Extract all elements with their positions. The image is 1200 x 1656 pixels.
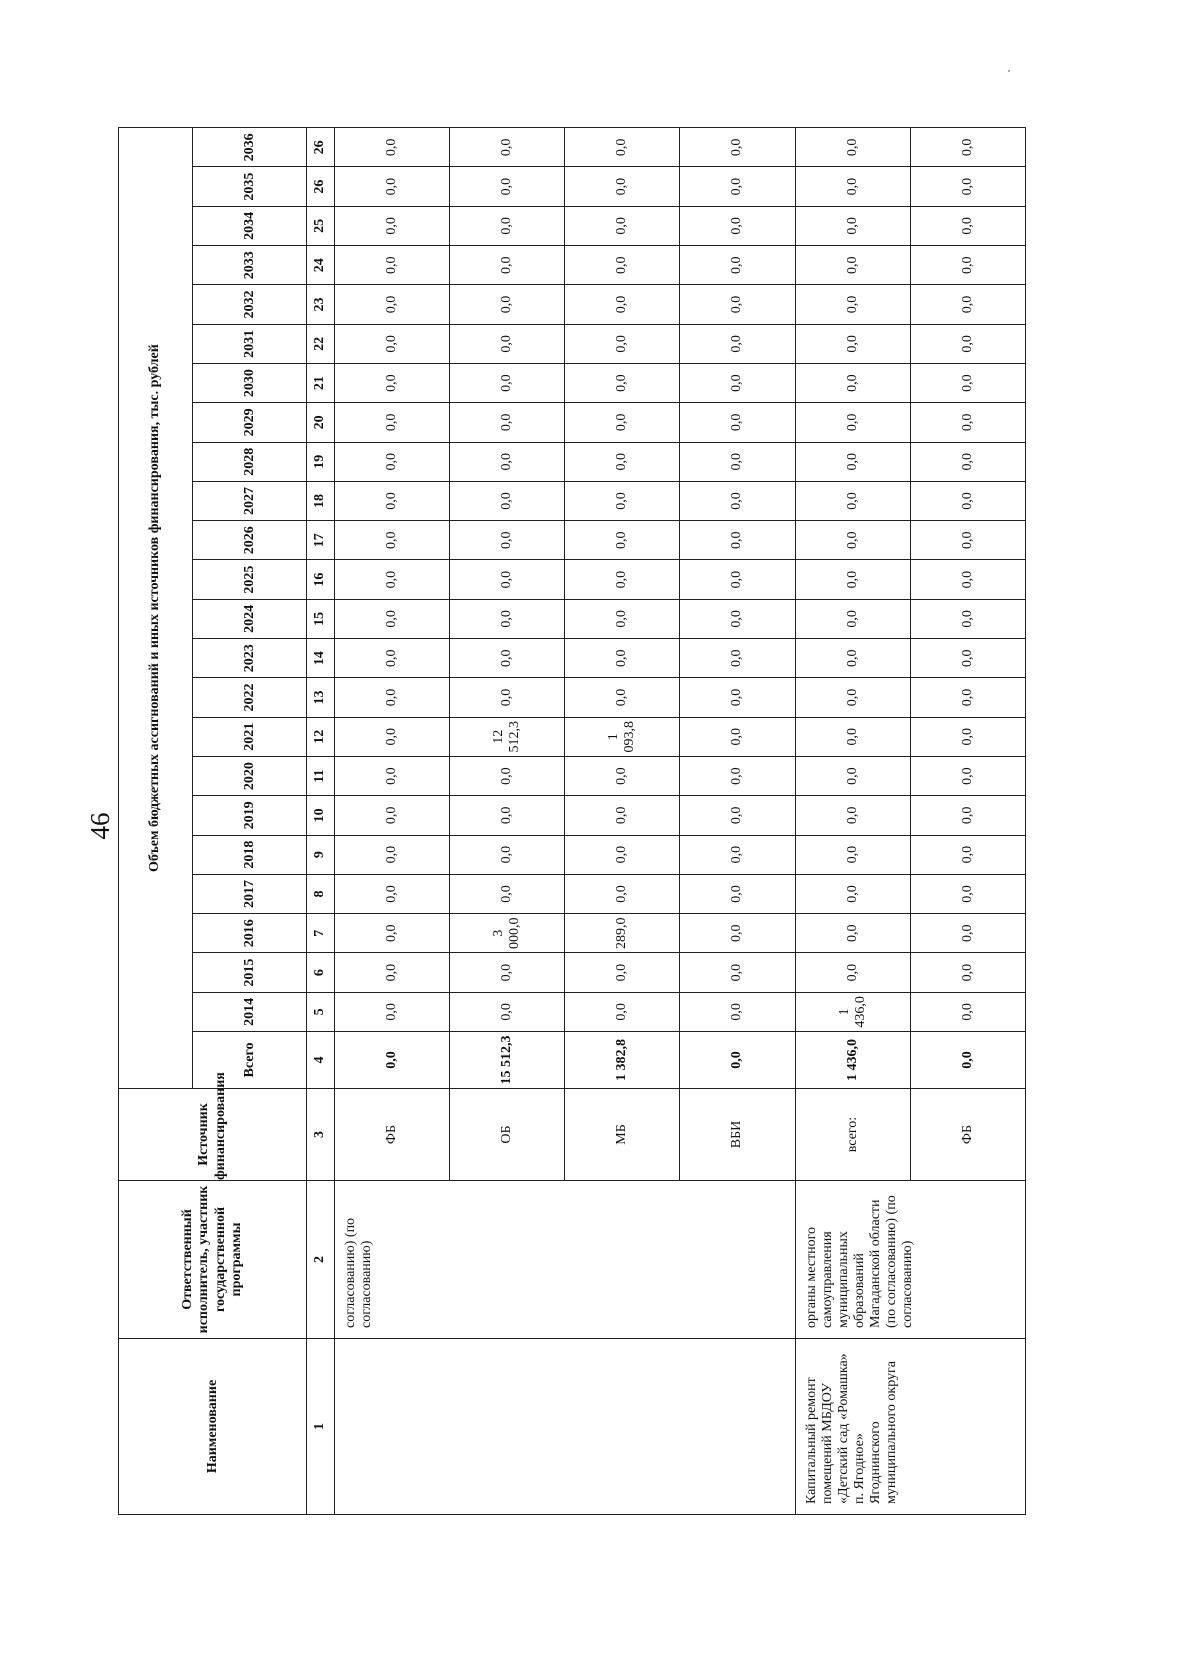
row-year-value: 0,0 <box>910 324 1025 363</box>
row-year-value: 0,0 <box>565 403 680 442</box>
row-year-value: 0,0 <box>910 442 1025 481</box>
row-total: 0,0 <box>910 1032 1025 1089</box>
row-year-value: 0,0 <box>910 363 1025 402</box>
row-year-value: 0,0 <box>795 285 910 324</box>
row-year-value: 3 000,0 <box>449 914 564 953</box>
row-year-value: 0,0 <box>795 953 910 992</box>
row-year-value: 0,0 <box>910 521 1025 560</box>
header-year: 2034 <box>192 206 306 245</box>
row-responsible: органы местного самоуправления муниципальных образований Магаданской области (по согласованию) (по согласованию) <box>795 1181 1026 1339</box>
row-year-value: 0,0 <box>449 639 564 678</box>
row-year-value: 0,0 <box>795 756 910 795</box>
column-number: 1 <box>307 1339 334 1515</box>
budget-table <box>118 127 1026 1515</box>
row-year-value: 0,0 <box>449 521 564 560</box>
row-year-value: 0,0 <box>334 128 449 167</box>
header-year: 2026 <box>192 521 306 560</box>
row-year-value: 0,0 <box>795 167 910 206</box>
row-name <box>334 1339 795 1515</box>
row-year-value: 0,0 <box>334 639 449 678</box>
row-year-value: 0,0 <box>565 128 680 167</box>
header-year: 2015 <box>192 953 306 992</box>
row-year-value: 0,0 <box>449 796 564 835</box>
row-year-value: 0,0 <box>795 403 910 442</box>
column-number: 16 <box>307 560 334 599</box>
header-year: 2017 <box>192 874 306 913</box>
data-row <box>334 128 449 1515</box>
row-year-value: 0,0 <box>565 442 680 481</box>
row-year-value: 0,0 <box>565 481 680 520</box>
row-year-value: 0,0 <box>910 206 1025 245</box>
row-year-value: 0,0 <box>795 796 910 835</box>
row-year-value: 0,0 <box>795 481 910 520</box>
row-year-value: 0,0 <box>795 874 910 913</box>
row-year-value: 0,0 <box>334 560 449 599</box>
row-year-value: 0,0 <box>910 756 1025 795</box>
row-year-value: 0,0 <box>910 835 1025 874</box>
row-year-value: 0,0 <box>565 835 680 874</box>
page-number: 46 <box>85 812 115 840</box>
row-year-value: 0,0 <box>795 442 910 481</box>
column-number: 15 <box>307 599 334 638</box>
row-year-value: 0,0 <box>565 521 680 560</box>
row-year-value: 0,0 <box>910 285 1025 324</box>
row-year-value: 0,0 <box>680 560 795 599</box>
column-number: 13 <box>307 678 334 717</box>
column-number: 7 <box>307 914 334 953</box>
row-source: ВБИ <box>680 1089 795 1181</box>
row-year-value: 12 512,3 <box>449 717 564 756</box>
row-year-value: 0,0 <box>910 481 1025 520</box>
row-year-value: 0,0 <box>795 717 910 756</box>
column-number: 14 <box>307 639 334 678</box>
row-year-value: 0,0 <box>795 521 910 560</box>
row-year-value: 0,0 <box>910 914 1025 953</box>
header-volume: Объем бюджетных ассигнований и иных источников финансирования, тыс. рублей <box>119 128 193 1089</box>
column-number: 20 <box>307 403 334 442</box>
row-source: ОБ <box>449 1089 564 1181</box>
row-year-value: 0,0 <box>334 167 449 206</box>
row-year-value: 0,0 <box>795 914 910 953</box>
row-total: 0,0 <box>334 1032 449 1089</box>
row-year-value: 0,0 <box>334 442 449 481</box>
column-number: 5 <box>307 992 334 1031</box>
header-year: 2020 <box>192 756 306 795</box>
row-year-value: 0,0 <box>565 678 680 717</box>
row-year-value: 0,0 <box>910 874 1025 913</box>
row-total: 0,0 <box>680 1032 795 1089</box>
column-number: 10 <box>307 796 334 835</box>
row-year-value: 0,0 <box>449 206 564 245</box>
row-year-value: 0,0 <box>334 678 449 717</box>
row-year-value: 0,0 <box>795 324 910 363</box>
row-total: 15 512,3 <box>449 1032 564 1089</box>
row-year-value: 0,0 <box>334 363 449 402</box>
row-year-value: 0,0 <box>680 756 795 795</box>
row-year-value: 0,0 <box>449 246 564 285</box>
row-year-value: 0,0 <box>334 285 449 324</box>
column-number: 18 <box>307 481 334 520</box>
header-year: 2019 <box>192 796 306 835</box>
row-year-value: 0,0 <box>910 560 1025 599</box>
column-number: 4 <box>307 1032 334 1089</box>
row-year-value: 0,0 <box>334 599 449 638</box>
row-year-value: 0,0 <box>680 324 795 363</box>
header-year: 2023 <box>192 639 306 678</box>
row-year-value: 0,0 <box>449 756 564 795</box>
header-row-1 <box>119 128 193 1515</box>
row-year-value: 0,0 <box>680 599 795 638</box>
row-year-value: 0,0 <box>449 403 564 442</box>
row-year-value: 0,0 <box>910 128 1025 167</box>
row-year-value: 0,0 <box>565 874 680 913</box>
column-number: 19 <box>307 442 334 481</box>
row-year-value: 0,0 <box>680 874 795 913</box>
row-year-value: 0,0 <box>565 560 680 599</box>
row-year-value: 0,0 <box>565 167 680 206</box>
row-year-value: 0,0 <box>334 246 449 285</box>
row-year-value: 0,0 <box>449 442 564 481</box>
row-year-value: 0,0 <box>449 324 564 363</box>
row-year-value: 0,0 <box>334 756 449 795</box>
header-year: 2030 <box>192 363 306 402</box>
row-year-value: 0,0 <box>680 363 795 402</box>
row-year-value: 0,0 <box>680 403 795 442</box>
row-year-value: 0,0 <box>680 481 795 520</box>
column-number: 26 <box>307 128 334 167</box>
row-year-value: 0,0 <box>334 992 449 1031</box>
row-year-value: 0,0 <box>680 678 795 717</box>
row-year-value: 0,0 <box>680 521 795 560</box>
column-number: 2 <box>307 1181 334 1339</box>
row-year-value: 0,0 <box>334 521 449 560</box>
row-year-value: 0,0 <box>680 717 795 756</box>
row-year-value: 0,0 <box>565 363 680 402</box>
row-year-value: 0,0 <box>910 953 1025 992</box>
row-year-value: 0,0 <box>449 363 564 402</box>
row-year-value: 0,0 <box>565 953 680 992</box>
row-year-value: 0,0 <box>680 835 795 874</box>
header-source: Источник финансирования <box>119 1089 307 1181</box>
header-year: 2036 <box>192 128 306 167</box>
row-year-value: 0,0 <box>910 992 1025 1031</box>
table-body <box>119 128 1026 1515</box>
row-year-value: 0,0 <box>565 285 680 324</box>
header-year: 2027 <box>192 481 306 520</box>
row-year-value: 0,0 <box>334 481 449 520</box>
column-number: 12 <box>307 717 334 756</box>
column-number: 8 <box>307 874 334 913</box>
header-year: 2024 <box>192 599 306 638</box>
column-number: 21 <box>307 363 334 402</box>
header-year: 2031 <box>192 324 306 363</box>
row-year-value: 0,0 <box>910 678 1025 717</box>
row-year-value: 0,0 <box>795 363 910 402</box>
column-number: 6 <box>307 953 334 992</box>
rotated-table-wrapper <box>118 128 1026 1515</box>
header-year: 2025 <box>192 560 306 599</box>
row-year-value: 0,0 <box>680 796 795 835</box>
row-year-value: 1 436,0 <box>795 992 910 1031</box>
header-year: 2021 <box>192 717 306 756</box>
row-year-value: 0,0 <box>680 639 795 678</box>
column-number: 26 <box>307 167 334 206</box>
row-year-value: 0,0 <box>334 796 449 835</box>
header-year: 2032 <box>192 285 306 324</box>
header-name: Наименование <box>119 1339 307 1515</box>
header-year: 2014 <box>192 992 306 1031</box>
row-year-value: 0,0 <box>795 128 910 167</box>
row-year-value: 0,0 <box>795 678 910 717</box>
row-year-value: 0,0 <box>910 796 1025 835</box>
row-year-value: 0,0 <box>680 128 795 167</box>
header-year: 2033 <box>192 246 306 285</box>
column-number: 3 <box>307 1089 334 1181</box>
row-source: ФБ <box>910 1089 1025 1181</box>
row-year-value: 0,0 <box>334 206 449 245</box>
row-year-value: 0,0 <box>680 246 795 285</box>
row-year-value: 0,0 <box>910 167 1025 206</box>
column-number: 25 <box>307 206 334 245</box>
row-year-value: 0,0 <box>795 639 910 678</box>
row-year-value: 0,0 <box>680 285 795 324</box>
header-responsible: Ответственный исполнитель, участник государственной программы <box>119 1181 307 1339</box>
row-year-value: 0,0 <box>449 481 564 520</box>
row-year-value: 0,0 <box>334 324 449 363</box>
row-source: МБ <box>565 1089 680 1181</box>
row-year-value: 0,0 <box>795 206 910 245</box>
row-year-value: 0,0 <box>565 324 680 363</box>
row-year-value: 0,0 <box>680 442 795 481</box>
row-year-value: 1 093,8 <box>565 717 680 756</box>
column-number: 9 <box>307 835 334 874</box>
row-year-value: 0,0 <box>910 403 1025 442</box>
row-year-value: 0,0 <box>334 835 449 874</box>
row-year-value: 0,0 <box>795 599 910 638</box>
row-name: Капитальный ремонт помещений МБДОУ «Детский сад «Ромашка» п. Ягодное» Ягоднинского муниципального округа <box>795 1339 1026 1515</box>
column-number-row <box>307 128 334 1515</box>
row-year-value: 0,0 <box>334 403 449 442</box>
row-year-value: 0,0 <box>565 599 680 638</box>
row-year-value: 0,0 <box>565 756 680 795</box>
row-year-value: 0,0 <box>334 953 449 992</box>
row-year-value: 0,0 <box>795 560 910 599</box>
row-year-value: 0,0 <box>334 914 449 953</box>
header-year: 2028 <box>192 442 306 481</box>
data-row <box>795 128 910 1515</box>
row-year-value: 0,0 <box>680 914 795 953</box>
row-year-value: 0,0 <box>910 639 1025 678</box>
row-year-value: 0,0 <box>910 717 1025 756</box>
row-total: 1 382,8 <box>565 1032 680 1089</box>
row-source: ФБ <box>334 1089 449 1181</box>
row-year-value: 0,0 <box>680 167 795 206</box>
row-year-value: 0,0 <box>910 599 1025 638</box>
row-year-value: 0,0 <box>449 953 564 992</box>
row-year-value: 0,0 <box>449 835 564 874</box>
column-number: 17 <box>307 521 334 560</box>
row-year-value: 0,0 <box>680 206 795 245</box>
row-year-value: 0,0 <box>449 128 564 167</box>
header-year: 2018 <box>192 835 306 874</box>
row-year-value: 0,0 <box>565 246 680 285</box>
header-year: 2022 <box>192 678 306 717</box>
row-year-value: 0,0 <box>449 285 564 324</box>
row-year-value: 0,0 <box>565 796 680 835</box>
row-year-value: 0,0 <box>795 835 910 874</box>
row-year-value: 0,0 <box>449 874 564 913</box>
header-year: 2029 <box>192 403 306 442</box>
row-total: 1 436,0 <box>795 1032 910 1089</box>
row-year-value: 0,0 <box>565 639 680 678</box>
row-year-value: 289,0 <box>565 914 680 953</box>
row-year-value: 0,0 <box>680 992 795 1031</box>
header-year: 2016 <box>192 914 306 953</box>
row-year-value: 0,0 <box>334 717 449 756</box>
row-year-value: 0,0 <box>449 678 564 717</box>
scan-speck <box>1008 70 1010 72</box>
row-responsible: согласованию) (по согласованию) <box>334 1181 795 1339</box>
row-year-value: 0,0 <box>795 246 910 285</box>
row-source: всего: <box>795 1089 910 1181</box>
row-year-value: 0,0 <box>565 206 680 245</box>
row-year-value: 0,0 <box>449 992 564 1031</box>
column-number: 24 <box>307 246 334 285</box>
row-year-value: 0,0 <box>449 167 564 206</box>
row-year-value: 0,0 <box>449 560 564 599</box>
header-year: 2035 <box>192 167 306 206</box>
column-number: 23 <box>307 285 334 324</box>
row-year-value: 0,0 <box>449 599 564 638</box>
column-number: 22 <box>307 324 334 363</box>
row-year-value: 0,0 <box>910 246 1025 285</box>
header-total: Всего <box>192 1032 306 1089</box>
row-year-value: 0,0 <box>334 874 449 913</box>
row-year-value: 0,0 <box>565 992 680 1031</box>
row-year-value: 0,0 <box>680 953 795 992</box>
column-number: 11 <box>307 756 334 795</box>
